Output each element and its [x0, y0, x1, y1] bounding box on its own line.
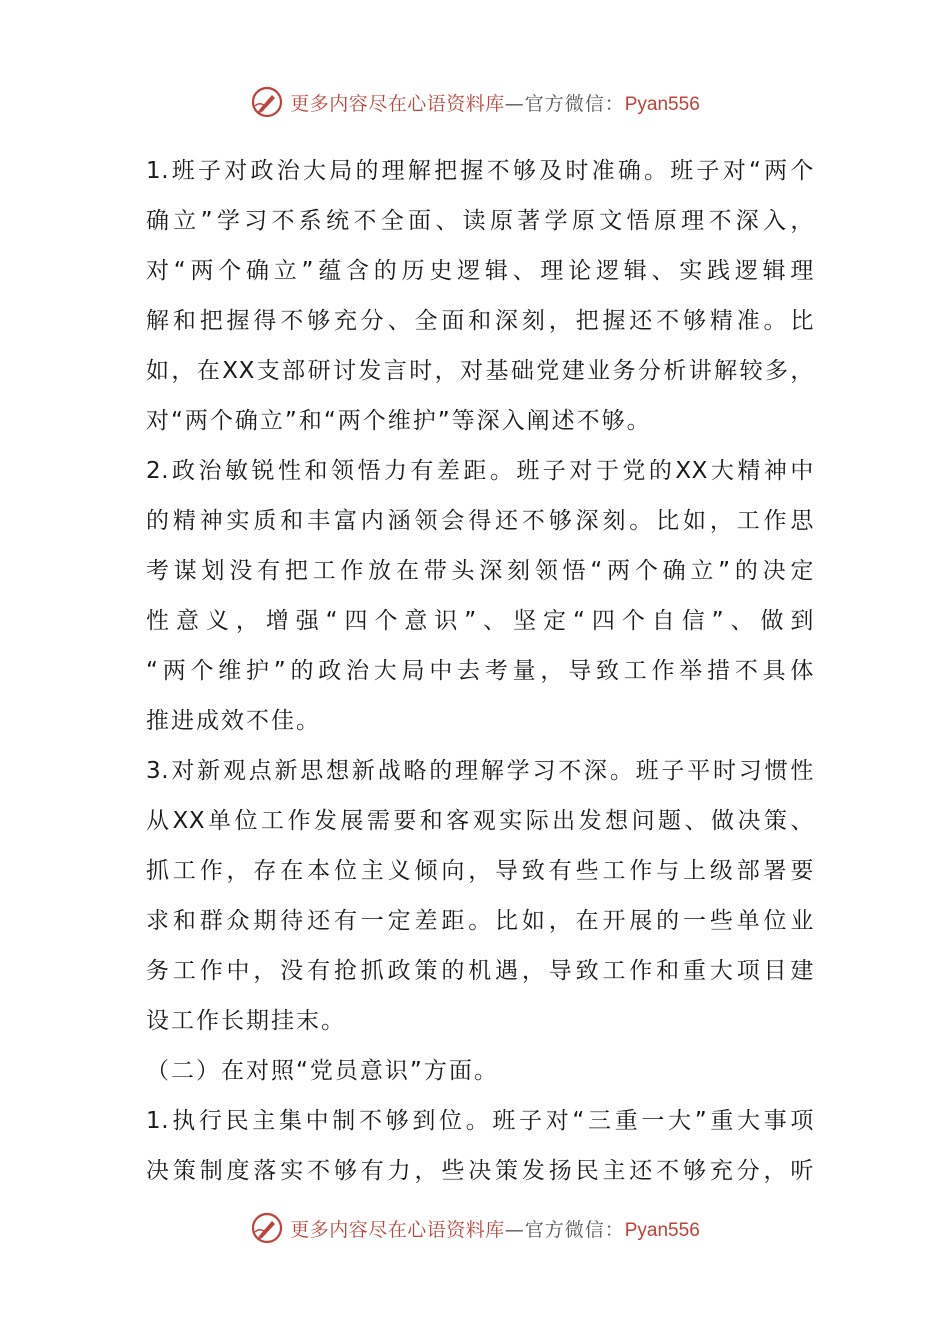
text-line: 对“两个确立”蕴含的历史逻辑、理论逻辑、实践逻辑理	[146, 258, 814, 284]
pen-logo-icon	[250, 1211, 284, 1245]
banner-text	[290, 1215, 700, 1242]
text-line: 务工作中，没有抢抓政策的机遇，导致工作和重大项目建	[146, 958, 814, 984]
text-line: 如，在XX支部研讨发言时，对基础党建业务分析讲解较多，	[146, 358, 814, 384]
footer-banner	[0, 1208, 950, 1248]
banner-wechat-id: Pyan556	[624, 1219, 700, 1241]
text-line: 考谋划没有把工作放在带头深刻领悟“两个确立”的决定	[146, 558, 814, 584]
text-line: 2.政治敏锐性和领悟力有差距。班子对于党的XX大精神中	[146, 458, 814, 484]
header-banner	[0, 82, 950, 122]
text-line: 解和把握得不够充分、全面和深刻，把握还不够精准。比	[146, 308, 814, 334]
banner-sep-text: —官方微信：	[504, 1218, 625, 1241]
text-line: 推进成效不佳。	[146, 708, 321, 734]
banner-main-text: 更多内容尽在心语资料库	[290, 92, 505, 115]
text-line: 从XX单位工作发展需要和客观实际出发想问题、做决策、	[146, 808, 814, 834]
banner-text	[290, 89, 700, 116]
document-body	[146, 146, 814, 1196]
text-line: 对“两个确立”和“两个维护”等深入阐述不够。	[146, 408, 652, 434]
text-line: 确立”学习不系统不全面、读原著学原文悟原理不深入，	[146, 208, 814, 234]
text-line: 1.班子对政治大局的理解把握不够及时准确。班子对“两个	[146, 158, 814, 184]
text-line: 求和群众期待还有一定差距。比如，在开展的一些单位业	[146, 908, 814, 934]
text-line: 3.对新观点新思想新战略的理解学习不深。班子平时习惯性	[146, 758, 814, 784]
text-line: 性意义，增强“四个意识”、坚定“四个自信”、做到	[146, 608, 814, 634]
text-line: 1.执行民主集中制不够到位。班子对“三重一大”重大事项	[146, 1108, 814, 1134]
banner-wechat-id: Pyan556	[624, 93, 700, 115]
text-line: 抓工作，存在本位主义倾向，导致有些工作与上级部署要	[146, 858, 814, 884]
text-line: “两个维护”的政治大局中去考量，导致工作举措不具体	[146, 658, 814, 684]
banner-main-text: 更多内容尽在心语资料库	[290, 1218, 505, 1241]
pen-logo-icon	[250, 85, 284, 119]
banner-sep-text: —官方微信：	[504, 92, 625, 115]
section-heading: （二）在对照“党员意识”方面。	[146, 1058, 499, 1084]
text-line: 设工作长期挂末。	[146, 1008, 346, 1034]
text-line: 的精神实质和丰富内涵领会得还不够深刻。比如，工作思	[146, 508, 814, 534]
text-line: 决策制度落实不够有力，些决策发扬民主还不够充分，听	[146, 1158, 814, 1184]
